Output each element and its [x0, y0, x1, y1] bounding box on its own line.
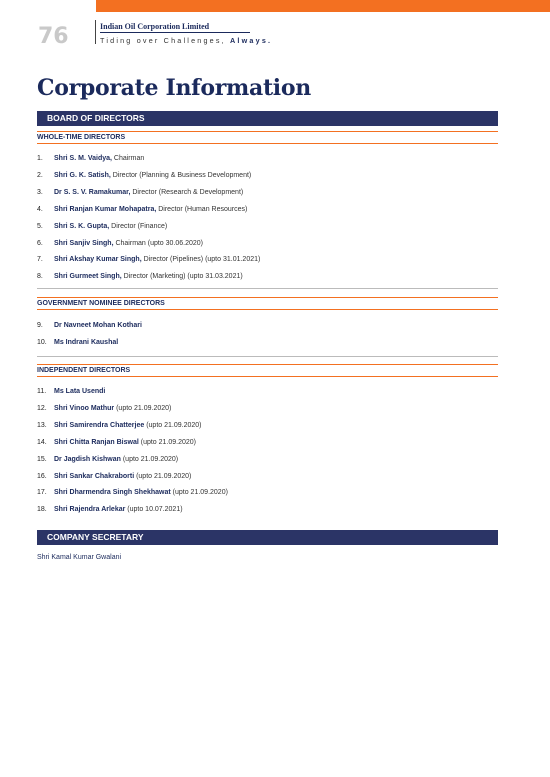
director-item — [37, 189, 243, 196]
director-item — [37, 456, 178, 463]
director-name: Shri Dharmendra Singh Shekhawat — [54, 489, 171, 497]
director-item — [37, 473, 191, 480]
director-designation: Director (Pipelines) (upto 31.01.2021) — [141, 256, 261, 264]
item-number: 9. — [37, 322, 43, 329]
director-name: Shri Rajendra Arlekar — [54, 506, 126, 514]
section-divider — [37, 356, 498, 357]
tagline-bold: Always. — [230, 36, 273, 45]
director-name: Shri Gurmeet Singh, — [54, 273, 122, 281]
director-item — [37, 206, 247, 213]
director-item — [37, 506, 183, 513]
director-designation: (upto 21.09.2020) — [138, 438, 197, 446]
director-name: Shri S. M. Vaidya, — [54, 155, 112, 162]
director-item — [37, 489, 228, 496]
director-name: Ms Indrani Kaushal — [54, 338, 119, 346]
director-name: Shri Sankar Chakraborti — [54, 472, 135, 480]
whole-time-directors-heading: WHOLE-TIME DIRECTORS — [37, 131, 498, 144]
tagline — [100, 36, 272, 45]
director-name: Shri Sanjiv Singh, — [54, 239, 114, 247]
item-number: 16. — [37, 472, 47, 480]
director-designation: (upto 21.09.2020) — [114, 404, 172, 412]
director-name: Shri S. K. Gupta, — [54, 222, 110, 230]
director-designation: Director (Marketing) (upto 31.03.2021) — [121, 273, 243, 281]
director-item — [37, 388, 105, 395]
director-item — [37, 172, 251, 179]
tagline-main: Tiding over Challenges, — [100, 36, 226, 45]
company-name: Indian Oil Corporation Limited — [100, 22, 210, 31]
director-item — [37, 256, 260, 263]
item-number: 3. — [37, 188, 43, 196]
director-name: Shri G. K. Satish, — [54, 171, 111, 179]
director-name: Shri Ranjan Kumar Mohapatra, — [54, 205, 157, 213]
director-name: Shri Vinoo Mathur — [54, 404, 115, 412]
item-number: 18. — [37, 506, 47, 514]
item-number: 14. — [37, 438, 47, 446]
section-divider — [37, 288, 498, 289]
director-designation: Director (Planning & Business Development) — [110, 171, 252, 179]
director-name: Shri Chitta Ranjan Biswal — [54, 438, 139, 446]
item-number: 2. — [37, 171, 43, 179]
director-item — [37, 273, 243, 280]
item-number: 5. — [37, 222, 43, 230]
header-accent-bar — [96, 0, 550, 12]
item-number: 7. — [37, 256, 43, 264]
company-secretary-name: Shri Kamal Kumar Gwalani — [37, 554, 122, 561]
item-number: 17. — [37, 489, 47, 497]
director-name: Shri Akshay Kumar Singh, — [54, 256, 142, 264]
header-rule — [100, 32, 250, 33]
item-number: 6. — [37, 239, 43, 247]
director-item — [37, 240, 203, 247]
page-number: 76 — [38, 24, 69, 49]
director-designation: (upto 21.09.2020) — [134, 472, 192, 480]
company-secretary-heading: COMPANY SECRETARY — [37, 530, 498, 545]
item-number: 4. — [37, 205, 43, 213]
item-number: 1. — [37, 155, 43, 162]
independent-directors-heading: INDEPENDENT DIRECTORS — [37, 364, 498, 377]
director-item — [37, 439, 196, 446]
director-name: Dr S. S. V. Ramakumar, — [54, 188, 131, 196]
director-item — [37, 155, 144, 162]
item-number: 13. — [37, 421, 47, 429]
director-designation: (upto 21.09.2020) — [170, 489, 228, 497]
government-nominee-directors-heading: GOVERNMENT NOMINEE DIRECTORS — [37, 297, 498, 310]
item-number: 10. — [37, 338, 47, 346]
page-title: Corporate Information — [37, 75, 311, 101]
director-designation: Director (Research & Development) — [130, 188, 244, 196]
director-designation: Chairman — [111, 155, 145, 162]
director-designation: Chairman (upto 30.06.2020) — [113, 239, 204, 247]
director-item — [37, 322, 142, 329]
director-name: Dr Navneet Mohan Kothari — [54, 322, 142, 329]
director-item — [37, 223, 167, 230]
item-number: 8. — [37, 273, 43, 281]
director-designation: (upto 10.07.2021) — [125, 506, 183, 514]
director-designation: (upto 21.09.2020) — [120, 455, 179, 463]
item-number: 11. — [37, 388, 47, 395]
item-number: 15. — [37, 455, 47, 463]
director-name: Shri Samirendra Chatterjee — [54, 421, 145, 429]
director-designation: (upto 21.09.2020) — [144, 421, 202, 429]
director-name: Ms Lata Usendi — [54, 388, 106, 395]
header-divider — [95, 20, 96, 44]
director-item — [37, 405, 171, 412]
director-name: Dr Jagdish Kishwan — [54, 455, 121, 463]
director-designation: Director (Finance) — [109, 222, 168, 230]
board-of-directors-heading: BOARD OF DIRECTORS — [37, 111, 498, 126]
director-item — [37, 422, 201, 429]
director-designation: Director (Human Resources) — [156, 205, 248, 213]
director-item — [37, 339, 118, 346]
item-number: 12. — [37, 404, 47, 412]
